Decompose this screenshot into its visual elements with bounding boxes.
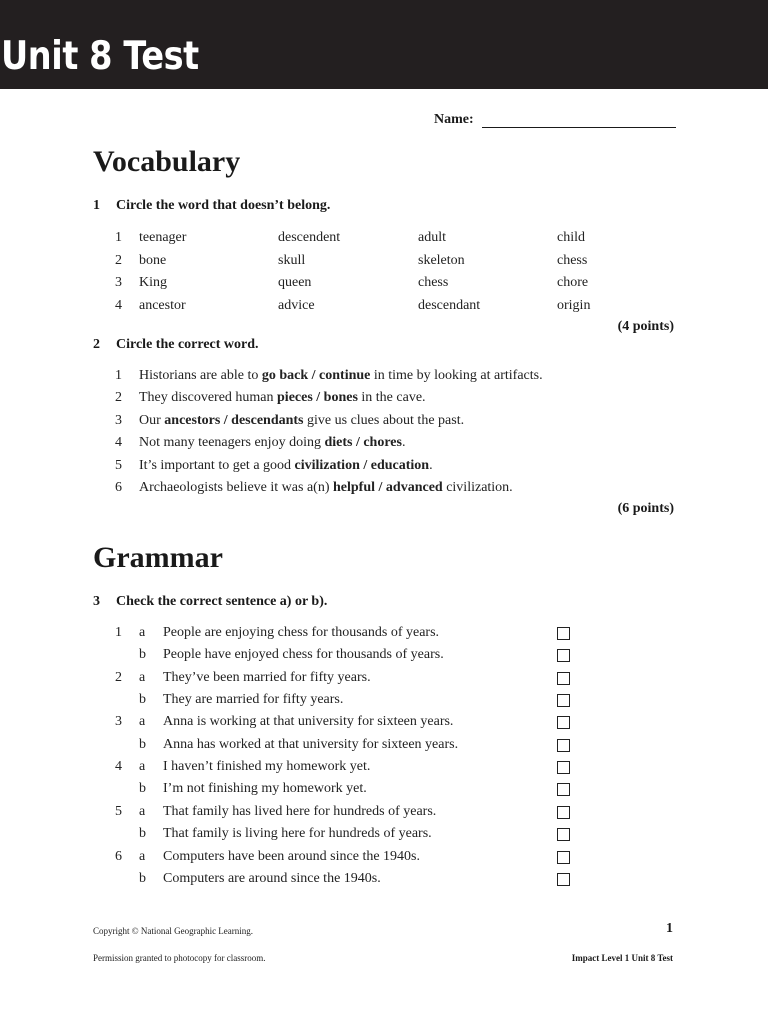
option-sentence: They’ve been married for fifty years. — [163, 669, 371, 685]
word-option[interactable]: chore — [557, 275, 589, 290]
word-choice[interactable]: diets / chores — [324, 435, 402, 451]
sentence-start: Historians are able to — [139, 368, 262, 383]
option-sentence: Anna has worked at that university for sixteen years. — [163, 736, 459, 752]
points-label: (6 points) — [617, 501, 674, 516]
item-number: 1 — [115, 368, 122, 383]
name-label: Name: — [434, 112, 474, 127]
option-letter: b — [139, 736, 146, 752]
sentence-start: It’s important to get a good — [139, 457, 295, 473]
sentence-end: . — [401, 435, 406, 451]
page-number: 1 — [666, 921, 673, 936]
option-row — [0, 692, 768, 712]
word-option[interactable]: adult — [418, 230, 446, 245]
task-number: 2 — [93, 337, 100, 352]
sentence-start: They discovered human — [139, 390, 278, 406]
option-letter: a — [139, 803, 146, 819]
option-letter: b — [139, 692, 146, 708]
option-letter: b — [139, 870, 146, 886]
word-row — [0, 230, 768, 250]
item-number: 5 — [115, 803, 122, 819]
option-letter: a — [139, 625, 146, 640]
instruction-text: Circle the correct word. — [116, 337, 259, 352]
option-sentence: Anna is working at that university for sixteen years. — [163, 714, 454, 730]
vocabulary-heading: Vocabulary — [93, 145, 241, 178]
answer-checkbox[interactable] — [557, 739, 570, 752]
sentence — [139, 368, 543, 384]
option-sentence: That family is living here for hundreds of years. — [163, 826, 432, 842]
word-row — [0, 253, 768, 273]
answer-checkbox[interactable] — [557, 761, 570, 774]
option-sentence: People are enjoying chess for thousands of years. — [163, 625, 440, 640]
word-option[interactable]: descendent — [278, 230, 341, 245]
item-number: 1 — [115, 625, 122, 640]
title-banner — [0, 0, 768, 89]
answer-checkbox[interactable] — [557, 851, 570, 864]
item-number: 3 — [115, 275, 122, 290]
option-row — [0, 781, 768, 801]
option-row — [0, 737, 768, 757]
sentence-row — [0, 458, 768, 478]
grammar-heading: Grammar — [93, 541, 223, 574]
item-number: 3 — [115, 412, 122, 428]
answer-checkbox[interactable] — [557, 672, 570, 685]
word-choice[interactable]: ancestors / descendants — [164, 412, 304, 428]
option-row — [0, 647, 768, 667]
word-option[interactable]: skeleton — [418, 252, 465, 268]
item-number: 2 — [115, 390, 122, 406]
item-number: 6 — [115, 848, 122, 864]
option-letter: a — [139, 759, 146, 775]
answer-checkbox[interactable] — [557, 783, 570, 796]
option-letter: a — [139, 714, 146, 730]
option-sentence: I haven’t finished my homework yet. — [163, 759, 371, 775]
sentence-end: . — [429, 457, 433, 473]
word-choice[interactable]: helpful / advanced — [333, 480, 443, 495]
word-option[interactable]: origin — [557, 297, 591, 313]
item-number: 4 — [115, 759, 122, 775]
item-number: 5 — [115, 457, 122, 473]
sentence-end: give us clues about the past. — [303, 412, 465, 428]
word-choice[interactable]: pieces / bones — [277, 390, 358, 406]
sentence-end: civilization. — [442, 480, 513, 495]
instruction-text: Check the correct sentence a) or b). — [116, 594, 328, 609]
option-sentence: That family has lived here for hundreds of years. — [163, 803, 437, 819]
task-number: 3 — [93, 594, 100, 609]
word-option[interactable]: advice — [278, 297, 315, 313]
option-sentence: Computers have been around since the 1940s. — [163, 848, 420, 864]
name-field-line[interactable] — [482, 127, 676, 128]
answer-checkbox[interactable] — [557, 627, 570, 640]
word-option[interactable]: child — [557, 230, 585, 245]
page-title: Unit 8 Test — [1, 34, 199, 79]
answer-checkbox[interactable] — [557, 694, 570, 707]
item-number: 3 — [115, 714, 122, 730]
instruction-text: Circle the word that doesn’t belong. — [116, 198, 331, 213]
item-number: 2 — [115, 669, 122, 685]
permission-text: Permission granted to photocopy for classroom. — [93, 953, 266, 963]
item-number: 2 — [115, 252, 122, 268]
word-option[interactable]: chess — [557, 252, 588, 268]
option-letter: b — [139, 647, 146, 663]
sentence — [139, 390, 426, 406]
sentence-start: Our — [139, 412, 165, 428]
sentence-end: in time by looking at artifacts. — [370, 368, 543, 383]
copyright-text: Copyright © National Geographic Learning. — [93, 926, 254, 936]
option-sentence: They are married for fifty years. — [163, 692, 344, 708]
word-option[interactable]: skull — [278, 252, 306, 268]
item-number: 4 — [115, 435, 122, 451]
option-row — [0, 759, 768, 779]
option-letter: a — [139, 848, 146, 864]
word-option[interactable]: ancestor — [139, 297, 186, 313]
option-row — [0, 871, 768, 891]
sentence-row — [0, 435, 768, 455]
item-number: 1 — [115, 230, 122, 245]
answer-checkbox[interactable] — [557, 873, 570, 886]
word-option[interactable]: queen — [278, 275, 312, 290]
sentence — [139, 413, 464, 429]
word-option[interactable]: bone — [139, 252, 167, 268]
sentence-start: Not many teenagers enjoy doing — [139, 435, 325, 451]
option-sentence: I’m not finishing my homework yet. — [163, 781, 367, 797]
option-sentence: Computers are around since the 1940s. — [163, 870, 381, 886]
sentence-row — [0, 480, 768, 500]
sentence-end: in the cave. — [357, 390, 426, 406]
sentence — [139, 458, 433, 474]
item-number: 4 — [115, 297, 122, 313]
series-label: Impact Level 1 Unit 8 Test — [571, 953, 673, 963]
sentence-row — [0, 368, 768, 388]
option-row — [0, 625, 768, 645]
sentence-row — [0, 390, 768, 410]
word-choice[interactable]: civilization / education — [294, 457, 430, 473]
option-letter: b — [139, 826, 146, 842]
sentence — [139, 480, 513, 496]
points-label: (4 points) — [617, 319, 674, 334]
answer-checkbox[interactable] — [557, 806, 570, 819]
word-option[interactable]: descendant — [418, 297, 481, 313]
word-row — [0, 275, 768, 295]
answer-checkbox[interactable] — [557, 716, 570, 729]
word-option[interactable]: teenager — [139, 230, 187, 245]
option-sentence: People have enjoyed chess for thousands of years. — [163, 647, 444, 663]
word-choice[interactable]: go back / continue — [261, 368, 371, 383]
sentence — [139, 435, 405, 451]
option-letter: a — [139, 669, 146, 685]
answer-checkbox[interactable] — [557, 649, 570, 662]
option-row — [0, 849, 768, 869]
sentence-start: Archaeologists believe it was a(n) — [139, 480, 333, 495]
option-row — [0, 804, 768, 824]
option-row — [0, 826, 768, 846]
task-number: 1 — [93, 198, 100, 213]
sentence-row — [0, 413, 768, 433]
word-option[interactable]: chess — [418, 275, 449, 290]
option-row — [0, 714, 768, 734]
option-row — [0, 670, 768, 690]
option-letter: b — [139, 781, 146, 797]
item-number: 6 — [115, 480, 122, 495]
answer-checkbox[interactable] — [557, 828, 570, 841]
word-option[interactable]: King — [139, 275, 167, 290]
word-row — [0, 298, 768, 318]
